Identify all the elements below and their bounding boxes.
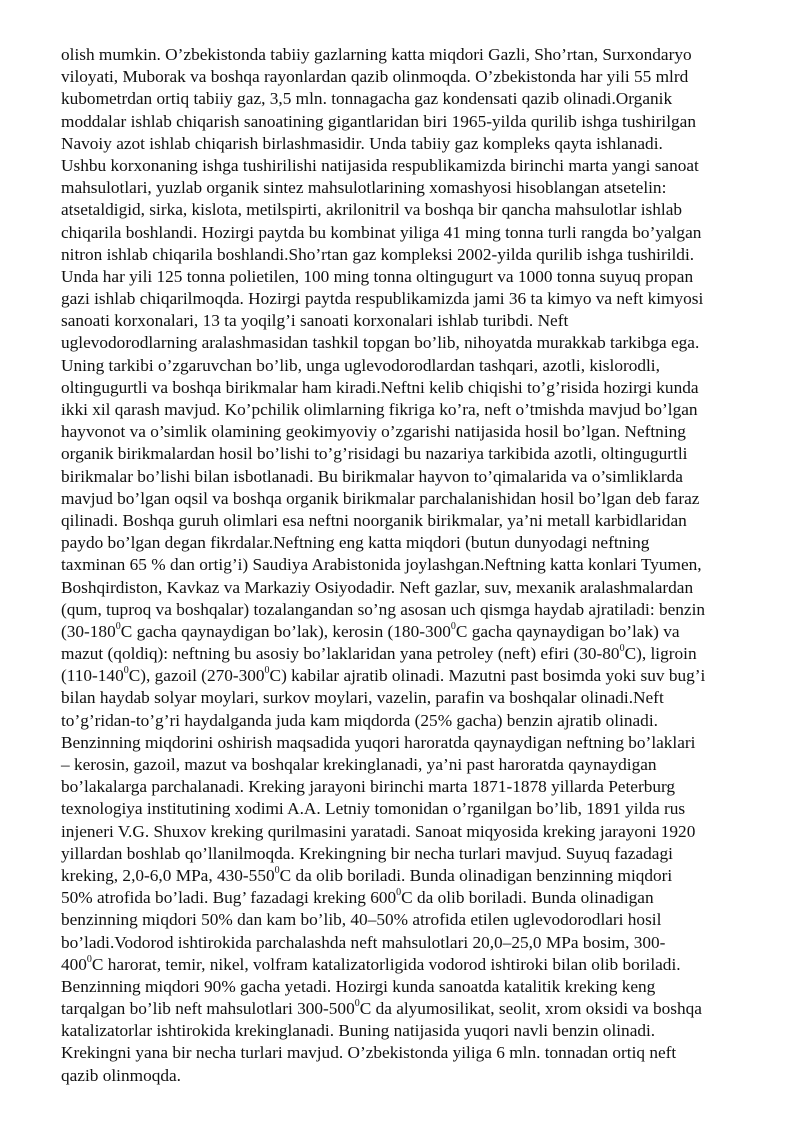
text-line — [61, 976, 791, 998]
text-line — [61, 1020, 791, 1042]
text-segment: C), gazoil (270-300 — [128, 666, 265, 686]
superscript-degree: 0 — [396, 887, 402, 899]
text-line — [61, 621, 791, 643]
text-line — [61, 954, 791, 976]
text-segment: bilan haydab solyar moylari, surkov moylari, vazelin, parafin va boshqalar olinadi.Neft — [61, 688, 664, 708]
text-line — [61, 443, 791, 465]
text-segment: C gacha qaynaydigan bo’lak), kerosin (180-300 — [120, 621, 451, 641]
text-line — [61, 1042, 791, 1064]
text-line — [61, 643, 791, 665]
text-segment: moddalar ishlab chiqarish sanoatining gigantlaridan biri 1965-yilda qurilib ishga tushirilgan — [61, 111, 696, 131]
text-segment: oltingugurtli va boshqa birikmalar ham kiradi.Neftni kelib chiqishi to’g’risida hozirgi kunda — [61, 377, 699, 397]
text-line — [61, 577, 791, 599]
superscript-degree: 0 — [619, 643, 625, 655]
text-line — [61, 754, 791, 776]
text-segment: Benzinning miqdorini oshirish maqsadida yuqori haroratda qaynaydigan neftning bo’laklari — [61, 732, 696, 752]
text-segment: Uning tarkibi o’zgaruvchan bo’lib, unga uglevodorodlardan tashqari, azotli, kislorodli, — [61, 355, 660, 375]
superscript-degree: 0 — [115, 621, 121, 633]
text-segment: C), ligroin — [624, 644, 697, 664]
text-line — [61, 421, 791, 443]
text-segment: C da olib boriladi. Bunda olinadigan benzinning miqdori — [279, 865, 673, 885]
text-segment: C da olib boriladi. Bunda olinadigan — [401, 888, 654, 908]
text-line — [61, 310, 791, 332]
text-segment: – kerosin, gazoil, mazut va boshqalar krekinglanadi, ya’ni past haroratda qaynaydigan — [61, 755, 657, 774]
text-segment: mahsulotlari, yuzlab organik sintez mahsulotlarining xomashyosi hisoblangan atsetelin: — [61, 178, 667, 198]
text-segment: to’g’ridan-to’g’ri haydalganda juda kam miqdorda (25% gacha) benzin ajratib olinadi. — [61, 710, 658, 730]
superscript-degree: 0 — [123, 665, 129, 677]
text-segment: qazib olinmoqda. — [61, 1065, 181, 1085]
text-segment: katalizatorlar ishtirokida krekinglanadi. Buning natijasida yuqori navli benzin olinadi. — [61, 1021, 656, 1041]
text-segment: mavjud bo’lgan oqsil va boshqa organik birikmalar parchalanishidan hosil bo’lgan deb faraz — [61, 488, 700, 508]
text-segment: bo’ladi.Vodorod ishtirokida parchalashda neft mahsulotlari 20,0–25,0 MPa bosim, 300- — [61, 932, 666, 952]
text-line — [61, 88, 791, 110]
text-segment: (110-140 — [61, 666, 124, 686]
text-line — [61, 399, 791, 421]
text-line — [61, 244, 791, 266]
text-line — [61, 532, 791, 554]
text-line — [61, 687, 791, 709]
text-line — [61, 155, 791, 177]
text-segment: paydo bo’lgan degan fikrdalar.Neftning eng katta miqdori (butun dunyodagi neftning — [61, 533, 650, 553]
text-segment: C da alyumosilikat, seolit, xrom oksidi va boshqa — [359, 999, 702, 1019]
text-line — [61, 909, 791, 931]
text-segment: Ushbu korxonaning ishga tushirilishi natijasida respublikamizda birinchi marta yangi sanoat — [61, 155, 699, 175]
text-segment: birikmalar bo’lishi bilan isbotlanadi. Bu birikmalar hayvon to’qimalarida va o’simliklarda — [61, 466, 683, 486]
text-line — [61, 798, 791, 820]
text-line — [61, 44, 791, 66]
text-segment: Navoiy azot ishlab chiqarish birlashmasidir. Unda tabiiy gaz kompleks qayta ishlanadi. — [61, 133, 663, 153]
text-segment: C harorat, temir, nikel, volfram katalizatorligida vodorod ishtiroki bilan olib boriladi. — [91, 954, 681, 974]
text-segment: hayvonot va o’simlik olamining geokimyoviy o’zgarishi natijasida hosil bo’lgan. Neftning — [61, 422, 686, 442]
text-segment: Benzinning miqdori 90% gacha yetadi. Hozirgi kunda sanoatda katalitik kreking keng — [61, 976, 656, 996]
document-page — [61, 44, 791, 1087]
text-segment: Boshqirdiston, Kavkaz va Markaziy Osiyodadir. Neft gazlar, suv, mexanik aralashmalardan — [61, 577, 694, 597]
text-segment: benzinning miqdori 50% dan kam bo’lib, 40–50% atrofida etilen uglevodorodlari hosil — [61, 910, 662, 930]
text-segment: olish mumkin. O’zbekistonda tabiiy gazlarning katta miqdori Gazli, Sho’rtan, Surxondaryo — [61, 45, 692, 64]
text-line — [61, 377, 791, 399]
text-line — [61, 266, 791, 288]
superscript-degree: 0 — [264, 665, 270, 677]
text-segment: C) kabilar ajratib olinadi. Mazutni past bosimda yoki suv bug’i — [269, 666, 706, 686]
text-line — [61, 776, 791, 798]
text-line — [61, 177, 791, 199]
text-line — [61, 510, 791, 532]
text-segment: bo’lakalarga parchalanadi. Kreking jarayoni birinchi marta 1871-1878 yillarda Peterburg — [61, 777, 676, 797]
text-line — [61, 466, 791, 488]
text-segment: texnologiya institutining xodimi A.A. Letniy tomonidan o’rganilgan bo’lib, 1891 yilda rus — [61, 799, 686, 819]
text-segment: yillardan boshlab qo’llanilmoqda. Krekingning bir necha turlari mavjud. Suyuq fazadagi — [61, 843, 673, 863]
superscript-degree: 0 — [354, 998, 360, 1010]
text-line — [61, 599, 791, 621]
superscript-degree: 0 — [450, 621, 456, 633]
text-segment: Unda har yili 125 tonna polietilen, 100 ming tonna oltingugurt va 1000 tonna suyuq propan — [61, 266, 694, 286]
text-line — [61, 843, 791, 865]
text-segment: taxminan 65 % dan ortig’i) Saudiya Arabistonida joylashgan.Neftning katta konlari Tyumen, — [61, 555, 702, 575]
text-line — [61, 222, 791, 244]
text-line — [61, 732, 791, 754]
text-line — [61, 288, 791, 310]
text-line — [61, 133, 791, 155]
text-line — [61, 332, 791, 354]
text-segment: 50% atrofida bo’ladi. Bug’ fazadagi kreking 600 — [61, 888, 397, 908]
text-line — [61, 821, 791, 843]
text-segment: injeneri V.G. Shuxov kreking qurilmasini yaratadi. Sanoat miqyosida kreking jarayoni 1920 — [61, 821, 696, 841]
text-line — [61, 887, 791, 909]
text-segment: 400 — [61, 954, 87, 974]
text-line — [61, 355, 791, 377]
text-segment: qilinadi. Boshqa guruh olimlari esa neftni noorganik birikmalar, ya’ni metall karbidlaridan — [61, 510, 687, 530]
text-line — [61, 199, 791, 221]
superscript-degree: 0 — [274, 865, 280, 877]
text-segment: (30-180 — [61, 621, 116, 641]
text-line — [61, 488, 791, 510]
text-segment: Krekingni yana bir necha turlari mavjud. O’zbekistonda yiliga 6 mln. tonnadan ortiq neft — [61, 1043, 677, 1063]
text-segment: tarqalgan bo’lib neft mahsulotlari 300-500 — [61, 999, 355, 1019]
text-segment: ikki xil qarash mavjud. Ko’pchilik olimlarning fikriga ko’ra, neft o’tmishda mavjud bo’lgan — [61, 400, 698, 419]
text-line — [61, 66, 791, 88]
text-line — [61, 998, 791, 1020]
text-segment: viloyati, Muborak va boshqa rayonlardan qazib olinmoqda. O’zbekistonda har yili 55 mlrd — [61, 67, 689, 87]
text-segment: nitron ishlab chiqarila boshlandi.Sho’rtan gaz kompleksi 2002-yilda qurilib ishga tushirildi. — [61, 244, 695, 264]
text-segment: atsetaldigid, sirka, kislota, metilspirti, akrilonitril va boshqa bir qancha mahsulotlar ishlab — [61, 200, 683, 220]
text-segment: uglevodorodlarning aralashmasidan tashkil topgan bo’lib, nihoyatda murakkab tarkibga ega. — [61, 333, 700, 353]
text-line — [61, 554, 791, 576]
text-line — [61, 710, 791, 732]
text-segment: sanoati korxonalari, 13 ta yoqilg’i sanoati korxonalari ishlab turibdi. Neft — [61, 311, 569, 331]
superscript-degree: 0 — [86, 953, 92, 965]
text-segment: C gacha qaynaydigan bo’lak) va — [455, 621, 680, 641]
text-segment: kubometrdan ortiq tabiiy gaz, 3,5 mln. tonnagacha gaz kondensati qazib olinadi.Organik — [61, 89, 673, 109]
text-line — [61, 865, 791, 887]
text-segment: kreking, 2,0-6,0 MPa, 430-550 — [61, 865, 275, 885]
text-segment: (qum, tuproq va boshqalar) tozalangandan so’ng asosan uch qismga haydab ajratiladi: benzin — [61, 599, 706, 619]
text-line — [61, 665, 791, 687]
text-line — [61, 1065, 791, 1087]
text-line — [61, 932, 791, 954]
text-segment: mazut (qoldiq): neftning bu asosiy bo’laklaridan yana petroley (neft) efiri (30-80 — [61, 644, 620, 664]
text-line — [61, 111, 791, 133]
text-segment: gazi ishlab chiqarilmoqda. Hozirgi paytda respublikamizda jami 36 ta kimyo va neft kimyosi — [61, 289, 704, 309]
text-segment: organik birikmalardan hosil bo’lishi to’g’risidagi bu nazariya tarkibida azotli, oltingugurtli — [61, 444, 688, 464]
text-segment: chiqarila boshlandi. Hozirgi paytda bu kombinat yiliga 41 ming tonna turli rangda bo’yalgan — [61, 222, 702, 242]
